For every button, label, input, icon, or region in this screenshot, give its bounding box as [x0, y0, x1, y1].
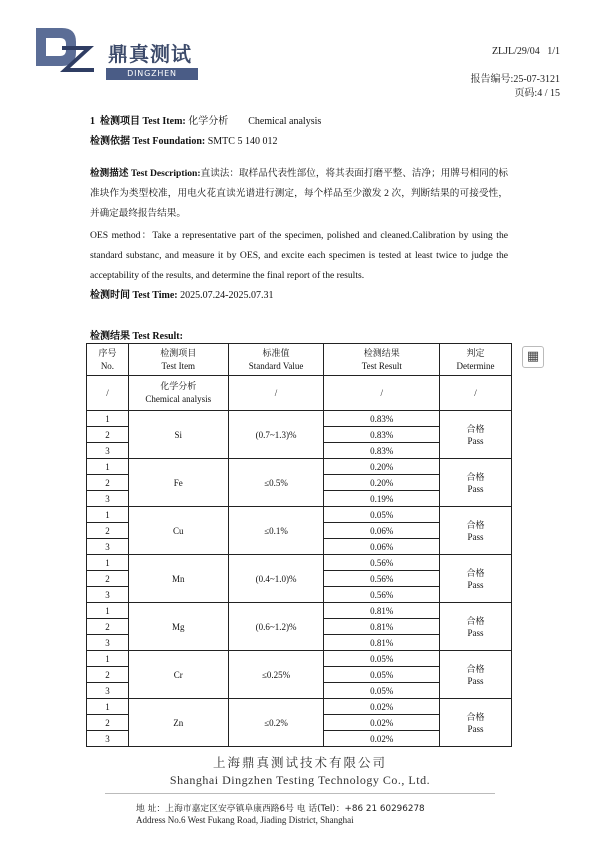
- row-number: 3: [87, 491, 129, 507]
- footer-company-cn: 上海鼎真测试技术有限公司: [212, 755, 387, 770]
- table-category-row: [87, 376, 512, 411]
- test-result-value: 0.02%: [324, 715, 440, 731]
- column-header-en: Determine: [456, 360, 495, 371]
- column-header: [440, 344, 512, 376]
- element-name: Mg: [128, 603, 228, 651]
- table-row: [87, 555, 512, 571]
- row-number: 2: [87, 667, 129, 683]
- determination: [440, 411, 512, 459]
- row-number: 3: [87, 539, 129, 555]
- row-number: 2: [87, 619, 129, 635]
- standard-value: (0.4~1.0)%: [228, 555, 324, 603]
- column-header-en: Standard Value: [248, 360, 304, 371]
- test-item-line: [90, 114, 321, 129]
- row-number: 1: [87, 603, 129, 619]
- table-row: [87, 603, 512, 619]
- category-item-en: Chemical analysis: [145, 394, 212, 404]
- test-item-prefix: 1: [90, 116, 95, 127]
- column-header-cn: 检测结果: [363, 347, 400, 358]
- determination-en: Pass: [467, 627, 484, 638]
- test-result-value: 0.83%: [324, 411, 440, 427]
- category-determine: /: [440, 376, 512, 411]
- determination-cn: 合格: [466, 663, 485, 674]
- row-number: 1: [87, 555, 129, 571]
- test-result-value: 0.81%: [324, 619, 440, 635]
- category-item-cn: 化学分析: [160, 381, 197, 391]
- test-result-value: 0.81%: [324, 635, 440, 651]
- column-header-cn: 序号: [98, 347, 117, 358]
- table-row: [87, 411, 512, 427]
- test-description-en: OES method：Take a representative part of the specimen, polished and cleaned.Calibration by using the standard substanc, and measure it by OES, and excite each specimen is tested at least twice to judge the acceptability of the results, and determine the final report of the results.: [90, 230, 508, 281]
- logo-company-name-en: DINGZHEN TESTING: [106, 68, 198, 80]
- element-name: Mn: [128, 555, 228, 603]
- test-result-label: 检测结果 Test Result:: [90, 331, 183, 342]
- test-result-value: 0.83%: [324, 443, 440, 459]
- determination-cn: 合格: [466, 615, 485, 626]
- row-number: 1: [87, 411, 129, 427]
- element-name: Zn: [128, 699, 228, 747]
- logo-company-name-cn: 鼎真测试: [108, 42, 192, 66]
- column-header: [128, 344, 228, 376]
- footer-company-en: Shanghai Dingzhen Testing Technology Co., Ltd.: [169, 773, 431, 787]
- test-result-value: 0.06%: [324, 539, 440, 555]
- test-result-value: 0.81%: [324, 603, 440, 619]
- column-header-cn: 判定: [466, 347, 485, 358]
- row-number: 3: [87, 683, 129, 699]
- row-number: 2: [87, 571, 129, 587]
- column-header-cn: 检测项目: [160, 347, 197, 358]
- doc-page: 1/1: [547, 46, 560, 57]
- standard-value: (0.6~1.2)%: [228, 603, 324, 651]
- test-foundation-label: 检测依据 Test Foundation:: [90, 136, 206, 147]
- test-result-value: 0.06%: [324, 523, 440, 539]
- test-result-value: 0.56%: [324, 555, 440, 571]
- table-row: [87, 507, 512, 523]
- test-result-value: 0.02%: [324, 731, 440, 747]
- determination-cn: 合格: [466, 519, 485, 530]
- column-header-en: No.: [100, 360, 115, 371]
- table-row: [87, 651, 512, 667]
- column-header: [228, 344, 324, 376]
- test-result-value: 0.02%: [324, 699, 440, 715]
- report-number: 报告编号:25-07-3121: [470, 74, 560, 85]
- row-number: 3: [87, 731, 129, 747]
- row-number: 1: [87, 507, 129, 523]
- test-result-value: 0.05%: [324, 683, 440, 699]
- category-no: /: [87, 376, 129, 411]
- determination: [440, 555, 512, 603]
- test-result-value: 0.05%: [324, 667, 440, 683]
- test-time-label: 检测时间 Test Time:: [90, 290, 178, 301]
- determination-en: Pass: [467, 675, 484, 686]
- row-number: 2: [87, 427, 129, 443]
- document-code: [492, 46, 560, 57]
- column-header-en: Test Result: [361, 360, 402, 371]
- element-name: Fe: [128, 459, 228, 507]
- determination: [440, 603, 512, 651]
- element-name: Cu: [128, 507, 228, 555]
- standard-value: ≤0.5%: [228, 459, 324, 507]
- test-result-value: 0.19%: [324, 491, 440, 507]
- determination-cn: 合格: [466, 567, 485, 578]
- column-header-cn: 标准值: [262, 347, 290, 358]
- table-row: [87, 459, 512, 475]
- determination-en: Pass: [467, 435, 484, 446]
- column-header-en: Test Item: [161, 360, 196, 371]
- determination-en: Pass: [467, 483, 484, 494]
- determination-cn: 合格: [466, 711, 485, 722]
- determination-cn: 合格: [466, 423, 485, 434]
- test-item-value-cn: 化学分析: [188, 116, 229, 127]
- test-result-table: [86, 343, 512, 747]
- test-time-value: 2025.07.24-2025.07.31: [180, 290, 274, 301]
- column-header: [87, 344, 129, 376]
- standard-value: (0.7~1.3)%: [228, 411, 324, 459]
- category-standard: /: [228, 376, 324, 411]
- standard-value: ≤0.2%: [228, 699, 324, 747]
- row-number: 3: [87, 635, 129, 651]
- row-number: 3: [87, 443, 129, 459]
- column-header: [324, 344, 440, 376]
- doc-code: ZLJL/29/04: [491, 46, 540, 57]
- determination: [440, 459, 512, 507]
- footer-address-en: Address No.6 West Fukang Road, Jiading District, Shanghai: [136, 815, 354, 825]
- row-number: 1: [87, 699, 129, 715]
- category-result: /: [324, 376, 440, 411]
- table-row: [87, 699, 512, 715]
- standard-value: ≤0.1%: [228, 507, 324, 555]
- determination-en: Pass: [467, 723, 484, 734]
- row-number: 1: [87, 651, 129, 667]
- footer-address-cn: 地 址：上海市嘉定区安亭镇阜康西路6号 电 话(Tel)：+86 21 60296278: [136, 804, 425, 814]
- test-foundation-line: [90, 134, 277, 149]
- test-result-value: 0.05%: [324, 507, 440, 523]
- determination: [440, 651, 512, 699]
- row-number: 2: [87, 475, 129, 491]
- test-description-text-cn: 直读法：取样品代表性部位，将其表面打磨平整、洁净；用牌号相同的标准块作为类型校准，用电火花直读光谱进行测定，每个样品至少激发 2 次，判断结果的可接受性，并确定最终报告结果。: [90, 168, 508, 219]
- table-header-row: [87, 344, 512, 376]
- company-logo-mark: [32, 22, 96, 74]
- test-result-value: 0.83%: [324, 427, 440, 443]
- determination-en: Pass: [467, 579, 484, 590]
- test-item-value-en: Chemical analysis: [248, 116, 322, 127]
- test-result-value: 0.56%: [324, 587, 440, 603]
- determination-en: Pass: [467, 531, 484, 542]
- page-number: 页码:4 / 15: [514, 88, 560, 99]
- category-item: [128, 376, 228, 411]
- determination: [440, 699, 512, 747]
- row-number: 1: [87, 459, 129, 475]
- test-result-value: 0.20%: [324, 475, 440, 491]
- qr-code-icon[interactable]: ▦: [522, 346, 544, 368]
- test-result-value: 0.20%: [324, 459, 440, 475]
- row-number: 2: [87, 523, 129, 539]
- test-foundation-value: SMTC 5 140 012: [207, 136, 278, 147]
- row-number: 2: [87, 715, 129, 731]
- element-name: Cr: [128, 651, 228, 699]
- test-result-value: 0.56%: [324, 571, 440, 587]
- determination: [440, 507, 512, 555]
- test-result-value: 0.05%: [324, 651, 440, 667]
- test-time-line: [90, 288, 273, 303]
- standard-value: ≤0.25%: [228, 651, 324, 699]
- determination-cn: 合格: [466, 471, 485, 482]
- element-name: Si: [128, 411, 228, 459]
- row-number: 3: [87, 587, 129, 603]
- footer-divider: [105, 793, 495, 794]
- test-description-label: 检测描述 Test Description:: [90, 168, 201, 179]
- test-description-cn: [90, 164, 508, 224]
- test-item-label: 检测项目 Test Item:: [100, 116, 186, 127]
